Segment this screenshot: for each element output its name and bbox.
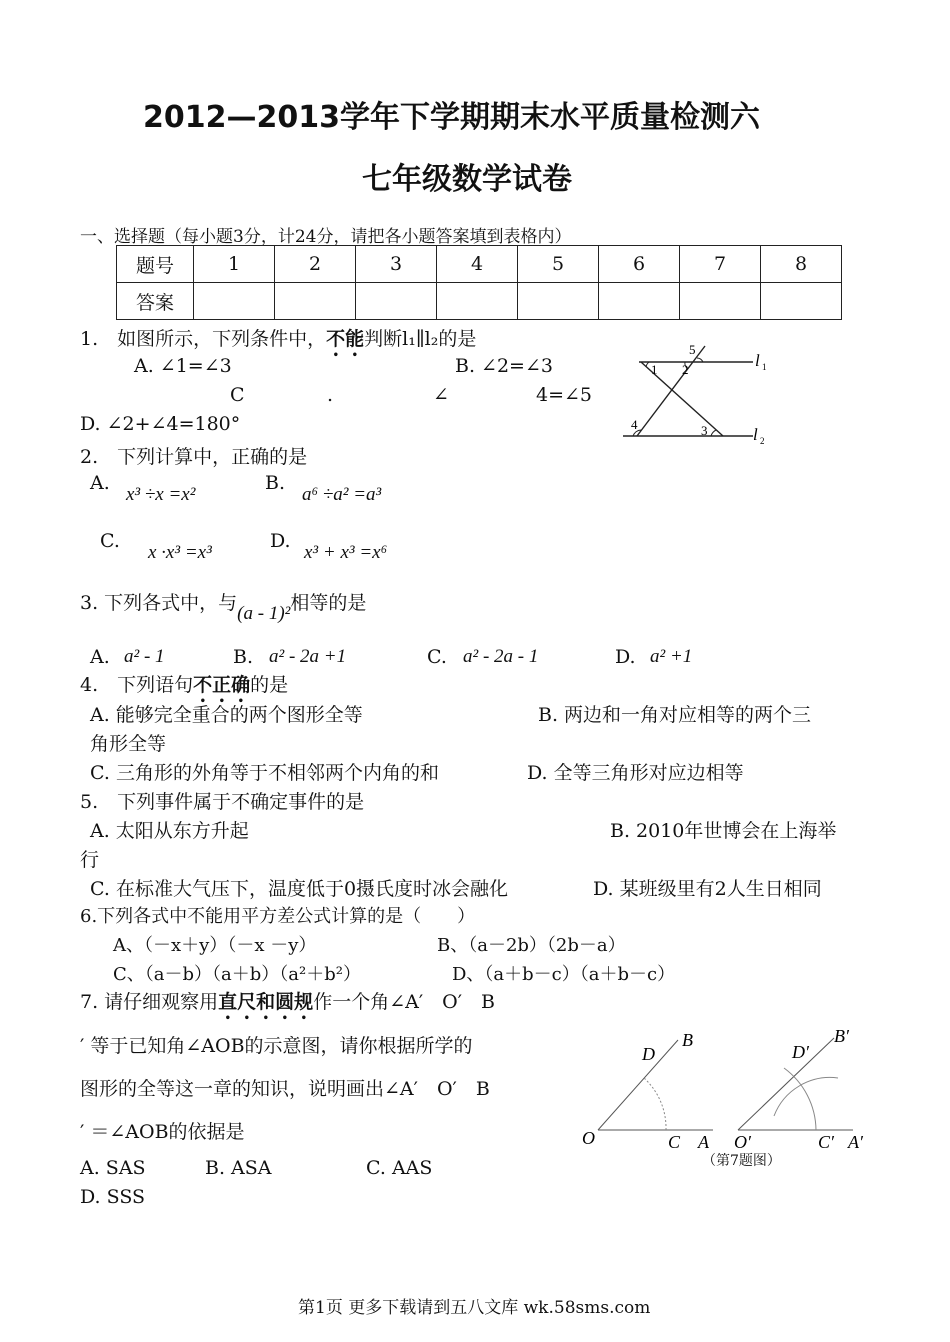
q1-figure xyxy=(615,338,775,450)
q7-text-end: 作一个角∠A′ O′ B xyxy=(313,991,495,1013)
q7-option-c: C. AAS xyxy=(366,1157,433,1179)
q1-option-d: D. ∠2+∠4=180° xyxy=(80,413,241,435)
label-angle-3: 3 xyxy=(701,423,708,438)
q7-line-2: ′ 等于已知角∠AOB的示意图，请你根据所学的 xyxy=(80,1035,473,1057)
q3-text: 3. 下列各式中，与 xyxy=(80,592,238,614)
q5-option-d: D. 某班级里有2人生日相同 xyxy=(593,878,822,900)
label-D: D xyxy=(642,1044,655,1064)
q7-text: 7. 请仔细观察用 xyxy=(80,991,219,1013)
q1-emphasis: 不能 xyxy=(326,328,365,350)
q3-option-b-label: B. xyxy=(233,646,254,668)
q4-emphasis: 不正确 xyxy=(193,674,251,696)
table-cell: 5 xyxy=(518,246,599,283)
q4-text-end: 的是 xyxy=(250,674,289,696)
q4-option-b-cont: 角形全等 xyxy=(90,733,167,755)
q1-option-c-part3: ∠ xyxy=(433,384,449,406)
q3-option-d-math: a² +1 xyxy=(650,646,693,667)
label-B: B xyxy=(682,1030,693,1050)
q4-text: 4. 下列语句 xyxy=(80,674,194,696)
q1-option-c-part1: C xyxy=(230,384,245,406)
q4-option-b: B. 两边和一角对应相等的两个三 xyxy=(538,704,812,726)
answer-cell[interactable] xyxy=(356,283,437,320)
q6-option-d: D、（a＋b－c）（a＋b－c） xyxy=(452,964,676,985)
q2-option-d-math: x³ + x³ =x⁶ xyxy=(304,542,388,563)
label-C-prime: C′ xyxy=(818,1132,834,1152)
q4-option-d: D. 全等三角形对应边相等 xyxy=(527,762,744,784)
label-D-prime: D′ xyxy=(792,1042,809,1062)
label-l1-sub: 1 xyxy=(762,362,767,372)
q2-option-b-math: a⁶ ÷a² =a³ xyxy=(302,484,382,505)
label-A: A xyxy=(698,1132,709,1152)
table-row xyxy=(117,246,842,283)
answer-cell[interactable] xyxy=(437,283,518,320)
question-5-stem: 5. 下列事件属于不确定事件的是 xyxy=(80,791,365,813)
q5-option-b: B. 2010年世博会在上海举 xyxy=(610,820,837,842)
q2-option-b-label: B. xyxy=(265,472,286,494)
answer-table xyxy=(116,245,842,320)
label-l2: l xyxy=(753,425,758,444)
answer-cell[interactable] xyxy=(518,283,599,320)
q5-option-c: C. 在标准大气压下，温度低于0摄氏度时冰会融化 xyxy=(90,878,509,900)
q2-option-a-math: x³ ÷x =x² xyxy=(126,484,196,505)
q2-option-c-math: x ·x³ =x³ xyxy=(148,542,212,563)
q6-option-b: B、（a－2b）（2b－a） xyxy=(437,935,626,956)
q3-text-end: 相等的是 xyxy=(290,592,367,614)
table-cell: 4 xyxy=(437,246,518,283)
q2-option-d-label: D. xyxy=(270,530,291,552)
answer-cell[interactable] xyxy=(761,283,842,320)
ray-O2B2 xyxy=(738,1038,834,1130)
table-cell: 1 xyxy=(194,246,275,283)
q3-option-c-math: a² - 2a - 1 xyxy=(463,646,539,667)
label-O: O xyxy=(582,1128,595,1148)
q6-option-c: C、（a－b）（a＋b）（a²＋b²） xyxy=(113,964,361,985)
answer-cell[interactable] xyxy=(194,283,275,320)
q3-option-b-math: a² - 2a +1 xyxy=(269,646,347,667)
label-l2-sub: 2 xyxy=(760,436,765,446)
q3-option-d-label: D. xyxy=(615,646,636,668)
q7-line-4: ′ ＝∠AOB的依据是 xyxy=(80,1121,245,1143)
table-cell: 8 xyxy=(761,246,842,283)
question-6-stem: 6.下列各式中不能用平方差公式计算的是（ ） xyxy=(80,906,476,927)
q1-option-a: A. ∠1=∠3 xyxy=(134,355,232,377)
q7-option-a: A. SAS xyxy=(80,1157,146,1179)
page-title: 2012—2013学年下学期期末水平质量检测六 xyxy=(143,100,760,135)
table-cell: 答案 xyxy=(117,283,194,320)
q7-emphasis: 直尺和圆规 xyxy=(218,991,314,1013)
label-angle-1: 1 xyxy=(651,362,658,377)
table-cell: 题号 xyxy=(117,246,194,283)
q1-option-b: B. ∠2=∠3 xyxy=(455,355,553,377)
q1-text: 1. 如图所示，下列条件中， xyxy=(80,328,327,350)
label-angle-5: 5 xyxy=(689,342,696,357)
arc-right-2 xyxy=(774,1077,838,1116)
q4-option-a: A. 能够完全重合的两个图形全等 xyxy=(90,704,363,726)
label-l1: l xyxy=(755,351,760,370)
table-cell: 6 xyxy=(599,246,680,283)
label-C: C xyxy=(668,1132,681,1152)
q2-option-c-label: C. xyxy=(100,530,120,552)
answer-cell[interactable] xyxy=(599,283,680,320)
q7-figure-caption: （第7题图） xyxy=(702,1153,781,1169)
q7-option-d: D. SSS xyxy=(80,1186,146,1208)
section-heading: 一、选择题（每小题3分，计24分，请把各小题答案填到表格内） xyxy=(80,227,572,247)
q1-option-c-part2: . xyxy=(327,384,334,406)
q3-option-a-math: a² - 1 xyxy=(124,646,165,667)
q2-option-a-label: A. xyxy=(90,472,110,494)
label-angle-4: 4 xyxy=(631,417,638,432)
q3-math: (a - 1)² xyxy=(237,603,291,624)
page-footer: 第1页 更多下载请到五八文库 wk.58sms.com xyxy=(298,1298,651,1318)
q1-text-end: 判断l₁∥l₂的是 xyxy=(364,328,477,350)
q3-option-c-label: C. xyxy=(427,646,447,668)
arc-left xyxy=(644,1078,666,1130)
q4-option-c: C. 三角形的外角等于不相邻两个内角的和 xyxy=(90,762,439,784)
question-7-stem xyxy=(80,987,495,1024)
table-cell: 7 xyxy=(680,246,761,283)
answer-cell[interactable] xyxy=(275,283,356,320)
arc-right xyxy=(784,1068,816,1130)
table-row xyxy=(117,283,842,320)
label-angle-2: 2 xyxy=(682,362,689,377)
ray-OB xyxy=(598,1040,678,1130)
angle-arc-1 xyxy=(646,362,649,367)
label-A-prime: A′ xyxy=(848,1132,863,1152)
q5-option-a: A. 太阳从东方升起 xyxy=(90,820,249,842)
angle-arc-3 xyxy=(711,430,716,436)
q7-line-3: 图形的全等这一章的知识，说明画出∠A′ O′ B xyxy=(80,1078,490,1100)
q3-option-a-label: A. xyxy=(90,646,110,668)
question-2-stem: 2. 下列计算中，正确的是 xyxy=(80,446,308,468)
table-cell: 3 xyxy=(356,246,437,283)
q7-option-b: B. ASA xyxy=(205,1157,272,1179)
label-B-prime: B′ xyxy=(834,1026,849,1046)
q1-option-c-part4: 4=∠5 xyxy=(536,384,593,406)
table-cell: 2 xyxy=(275,246,356,283)
transversal-2 xyxy=(637,346,705,436)
label-O-prime: O′ xyxy=(734,1132,751,1152)
q6-option-a: A、（－x＋y）（－x －y） xyxy=(113,935,317,956)
q5-option-b-cont: 行 xyxy=(80,849,100,871)
answer-cell[interactable] xyxy=(680,283,761,320)
question-3-stem xyxy=(80,588,367,624)
page-subtitle: 七年级数学试卷 xyxy=(362,162,572,197)
